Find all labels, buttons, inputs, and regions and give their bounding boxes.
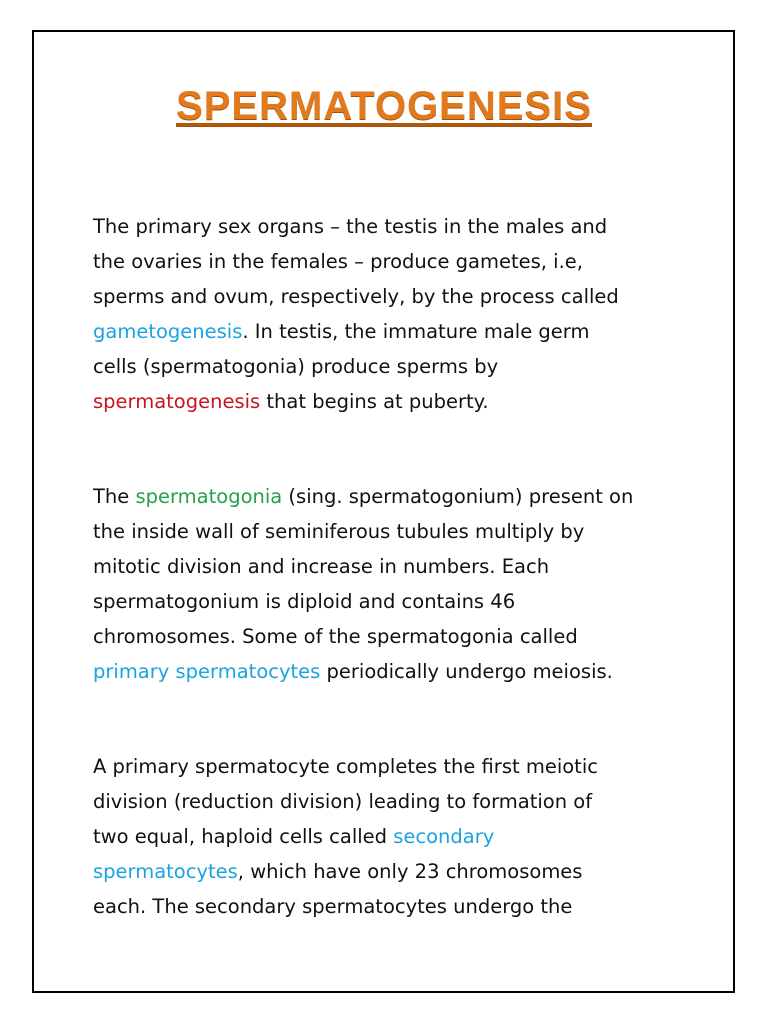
text-line	[93, 619, 693, 654]
text-segment: each. The secondary spermatocytes undergo the	[93, 895, 573, 918]
text-segment: periodically undergo meiosis.	[320, 660, 613, 683]
text-segment: sperms and ovum, respectively, by the process called	[93, 285, 619, 308]
text-segment: the ovaries in the females – produce gametes, i.e,	[93, 250, 583, 273]
paragraph-1	[93, 209, 693, 419]
text-segment: division (reduction division) leading to formation of	[93, 790, 593, 813]
text-segment: The	[93, 485, 136, 508]
text-segment: two equal, haploid cells called	[93, 825, 394, 848]
text-line	[93, 384, 693, 419]
text-line	[93, 749, 693, 784]
text-line	[93, 854, 693, 889]
text-line	[93, 784, 693, 819]
text-line	[93, 584, 693, 619]
paragraph-3	[93, 749, 693, 924]
text-line	[93, 244, 693, 279]
text-line	[93, 349, 693, 384]
highlighted-term: spermatocytes	[93, 860, 238, 883]
paragraph-2	[93, 479, 693, 689]
text-line	[93, 479, 693, 514]
document-title: SPERMATOGENESIS	[176, 84, 592, 128]
text-line	[93, 819, 693, 854]
text-segment: chromosomes. Some of the spermatogonia called	[93, 625, 578, 648]
text-segment: mitotic division and increase in numbers. Each	[93, 555, 550, 578]
text-line	[93, 889, 693, 924]
text-segment: (sing. spermatogonium) present on	[282, 485, 634, 508]
highlighted-term: secondary	[393, 825, 495, 848]
text-line	[93, 279, 693, 314]
text-segment: cells (spermatogonia) produce sperms by	[93, 355, 499, 378]
text-line	[93, 209, 693, 244]
highlighted-term: spermatogonia	[135, 485, 283, 508]
text-line	[93, 549, 693, 584]
text-segment: the inside wall of seminiferous tubules multiply by	[93, 520, 585, 543]
text-line	[93, 654, 693, 689]
text-segment: , which have only 23 chromosomes	[237, 860, 583, 883]
highlighted-term: spermatogenesis	[93, 390, 261, 413]
highlighted-term: gametogenesis	[93, 320, 243, 343]
text-segment: spermatogonium is diploid and contains 46	[93, 590, 516, 613]
highlighted-term: primary spermatocytes	[93, 660, 321, 683]
text-line	[93, 514, 693, 549]
text-segment: A primary spermatocyte completes the first meiotic	[93, 755, 598, 778]
text-segment: . In testis, the immature male germ	[242, 320, 590, 343]
text-segment: that begins at puberty.	[260, 390, 489, 413]
text-segment: The primary sex organs – the testis in the males and	[93, 215, 608, 238]
text-line	[93, 314, 693, 349]
